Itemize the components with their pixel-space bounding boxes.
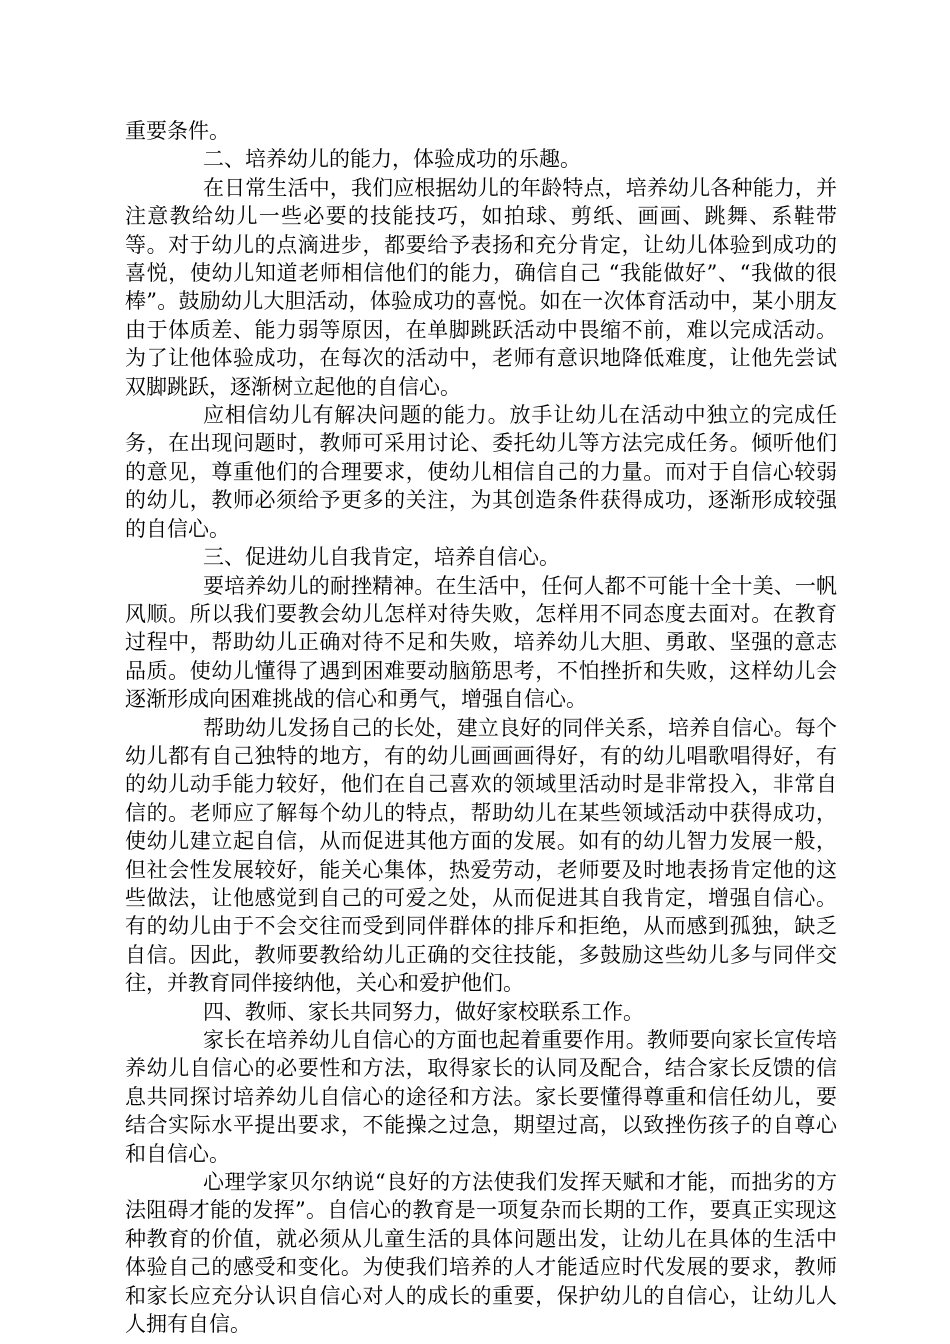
document-page	[125, 117, 837, 1338]
section-heading-2: 二、培养幼儿的能力，体验成功的乐趣。	[203, 147, 581, 172]
paragraph: 家长在培养幼儿自信心的方面也起着重要作用。教师要向家长宣传培养幼儿自信心的必要性和方法，取得家长的认同及配合，结合家长反馈的信息共同探讨培养幼儿自信心的途径和方法。家长要懂得尊重和信任幼儿，要结合实际水平提出要求，不能操之过急，期望过高，以致挫伤孩子的自尊心和自信心。	[125, 1028, 837, 1166]
section-heading-3: 三、促进幼儿自我肯定，培养自信心。	[203, 545, 560, 570]
paragraph: 帮助幼儿发扬自己的长处，建立良好的同伴关系，培养自信心。每个幼儿都有自己独特的地方，有的幼儿画画画得好，有的幼儿唱歌唱得好，有的幼儿动手能力较好，他们在自己喜欢的领域里活动时是非常投入，非常自信的。老师应了解每个幼儿的特点，帮助幼儿在某些领域活动中获得成功，使幼儿建立起自信，从而促进其他方面的发展。如有的幼儿智力发展一般，但社会性发展较好，能关心集体，热爱劳动，老师要及时地表扬肯定他的这些做法，让他感觉到自己的可爱之处，从而促进其自我肯定，增强自信心。有的幼儿由于不会交往而受到同伴群体的排斥和拒绝，从而感到孤独，缺乏自信。因此，教师要教给幼儿正确的交往技能，多鼓励这些幼儿多与同伴交往，并教育同伴接纳他，关心和爱护他们。	[125, 715, 837, 996]
paragraph: 要培养幼儿的耐挫精神。在生活中，任何人都不可能十全十美、一帆风顺。所以我们要教会幼儿怎样对待失败，怎样用不同态度去面对。在教育过程中，帮助幼儿正确对待不足和失败，培养幼儿大胆、勇敢、坚强的意志品质。使幼儿懂得了遇到困难要动脑筋思考，不怕挫折和失败，这样幼儿会逐渐形成向困难挑战的信心和勇气，增强自信心。	[125, 573, 837, 712]
paragraph: 心理学家贝尔纳说“良好的方法使我们发挥天赋和才能，而拙劣的方法阻碍才能的发挥”。自信心的教育是一项复杂而长期的工作，要真正实现这种教育的价值，就必须从儿童生活的具体问题出发，让幼儿在具体的生活中体验自己的感受和变化。为使我们培养的人才能适应时代发展的要求，教师和家长应充分认识自信心对人的成长的重要，保护幼儿的自信心，让幼儿人人拥有自信。	[125, 1170, 837, 1337]
paragraph: 应相信幼儿有解决问题的能力。放手让幼儿在活动中独立的完成任务，在出现问题时，教师可采用讨论、委托幼儿等方法完成任务。倾听他们的意见，尊重他们的合理要求，使幼儿相信自己的力量。而对于自信心较弱的幼儿，教师必须给予更多的关注，为其创造条件获得成功，逐渐形成较强的自信心。	[125, 403, 837, 541]
section-heading-4: 四、教师、家长共同努力，做好家校联系工作。	[203, 999, 644, 1024]
paragraph-continuation: 重要条件。	[125, 119, 230, 143]
paragraph: 在日常生活中，我们应根据幼儿的年龄特点，培养幼儿各种能力，并注意教给幼儿一些必要的技能技巧，如拍球、剪纸、画画、跳舞、系鞋带等。对于幼儿的点滴进步，都要给予表扬和充分肯定，让幼儿体验到成功的喜悦，使幼儿知道老师相信他们的能力，确信自己 “我能做好”、“我做的很棒”。鼓励幼儿大胆活动，体验成功的喜悦。如在一次体育活动中，某小朋友由于体质差、能力弱等原因，在单脚跳跃活动中畏缩不前，难以完成活动。为了让他体验成功，在每次的活动中，老师有意识地降低难度，让他先尝试双脚跳跃，逐渐树立起他的自信心。	[125, 175, 837, 399]
